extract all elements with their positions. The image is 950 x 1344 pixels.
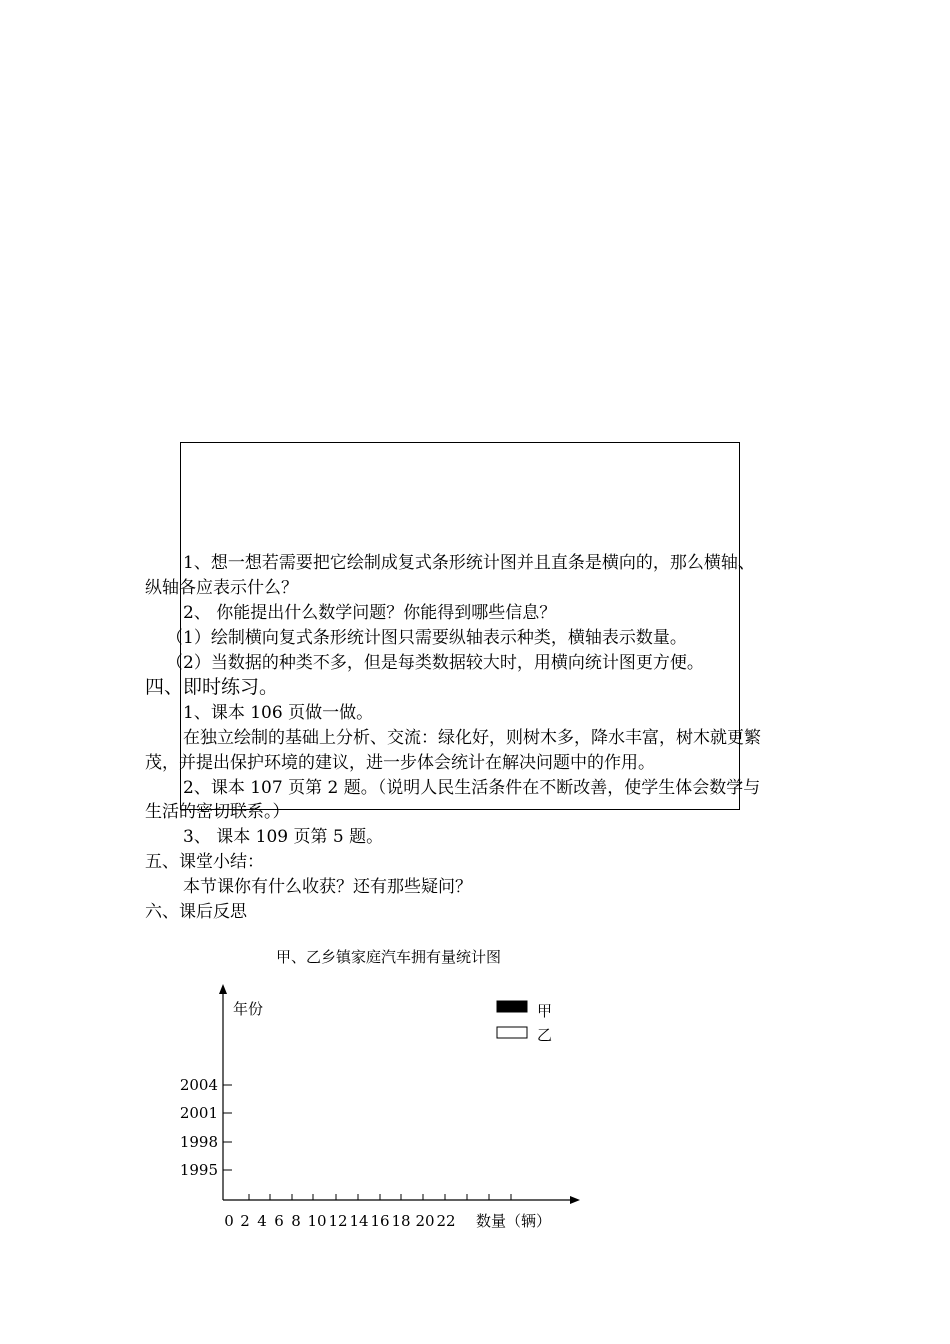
- y-tick-label-1995: 1995: [179, 1161, 218, 1179]
- exercise-2-line-1: 2、课本 107 页第 2 题。（说明人民生活条件在不断改善，使学生体会数学与: [183, 778, 761, 798]
- y-tick-label-2001: 2001: [179, 1104, 218, 1122]
- section-5-heading: 五、课堂小结：: [145, 852, 264, 872]
- legend-label-yi: 乙: [537, 1026, 553, 1044]
- x-tick-label-2: 2: [240, 1212, 250, 1230]
- x-axis-arrow: [570, 1196, 580, 1204]
- question-2: 2、 你能提出什么数学问题？你能得到哪些信息？: [183, 603, 557, 623]
- x-tick-label-0: 0: [224, 1212, 234, 1230]
- x-tick-label-6: 6: [274, 1212, 284, 1230]
- x-tick-label-16: 16: [370, 1212, 390, 1230]
- x-tick-label-22: 22: [436, 1212, 456, 1230]
- x-tick-label-10: 10: [307, 1212, 327, 1230]
- x-tick-label-12: 12: [328, 1212, 348, 1230]
- answer-1: （1）绘制横向复式条形统计图只需要纵轴表示种类，横轴表示数量。: [166, 628, 687, 648]
- x-tick-label-20: 20: [415, 1212, 435, 1230]
- x-tick-label-14: 14: [349, 1212, 369, 1230]
- exercise-1: 1、课本 106 页做一做。: [183, 703, 374, 723]
- exercise-3: 3、 课本 109 页第 5 题。: [183, 827, 384, 847]
- x-tick-label-4: 4: [257, 1212, 267, 1230]
- answer-2: （2）当数据的种类不多，但是每类数据较大时，用横向统计图更方便。: [166, 653, 704, 673]
- question-1-line-1: 1、想一想若需要把它绘制成复式条形统计图并且直条是横向的，那么横轴、: [183, 553, 755, 573]
- summary-question: 本节课你有什么收获？还有那些疑问？: [183, 877, 472, 897]
- y-axis-arrow: [219, 984, 227, 994]
- x-axis-label: 数量（辆）: [476, 1212, 552, 1230]
- legend-swatch-jia: [497, 1001, 527, 1012]
- section-6-heading: 六、课后反思: [145, 902, 247, 922]
- exercise-1-note-line-2: 茂，并提出保护环境的建议，进一步体会统计在解决问题中的作用。: [145, 753, 655, 773]
- y-tick-label-2004: 2004: [179, 1076, 218, 1094]
- question-1-line-2: 纵轴各应表示什么？: [145, 578, 298, 598]
- section-4-heading: 四、即时练习。: [145, 676, 279, 698]
- x-tick-label-8: 8: [291, 1212, 301, 1230]
- y-axis-label: 年份: [233, 1000, 264, 1018]
- legend-swatch-yi: [497, 1027, 527, 1038]
- legend-label-jia: 甲: [537, 1002, 553, 1020]
- chart-title: 甲、乙乡镇家庭汽车拥有量统计图: [276, 948, 502, 966]
- y-tick-label-1998: 1998: [179, 1133, 218, 1151]
- exercise-2-line-2: 生活的密切联系。）: [145, 802, 290, 822]
- x-tick-label-18: 18: [391, 1212, 411, 1230]
- exercise-1-note-line-1: 在独立绘制的基础上分析、交流：绿化好，则树木多，降水丰富，树木就更繁: [183, 728, 761, 748]
